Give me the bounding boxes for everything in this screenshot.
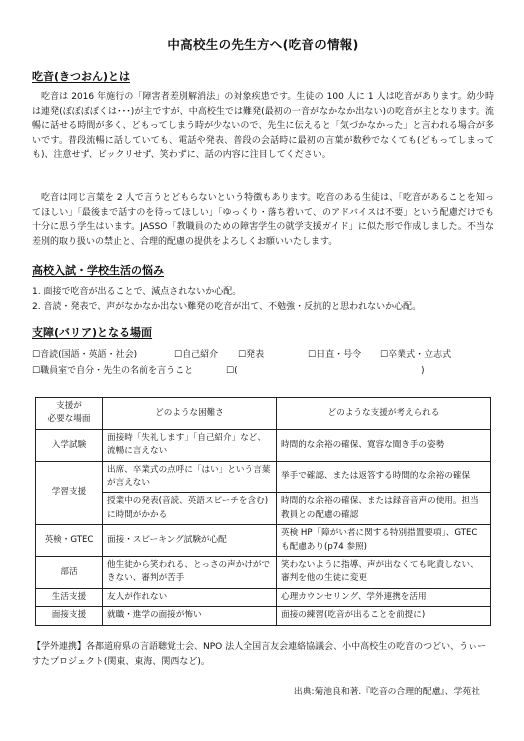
category-cell: 入学試験 [36,429,103,461]
support-cell: 心理カウンセリング、学外連携を活用 [277,588,491,606]
difficulty-cell: 友人が作れない [103,588,277,606]
difficulty-cell: 面接・スピーキング試験が心配 [103,525,277,557]
checkbox-other[interactable]: ☐( [226,366,238,376]
table-row [36,461,491,493]
list-item: 1. 面接で吃音が出ることで、減点されないか心配。 [32,287,242,297]
paragraph-consideration: 吃音は同じ言葉を 2 人で言うとどもらないという特徴もあります。吃音のある生徒は、「吃音があることを知ってほしい」「最後まで話すのを待ってほしい」「ゆっくり・落ち着いて、のアドバイスは不要」という配慮だけでも十分に思う学生はいます。JASSO「教職員のための障害学生の就学支援ガイド」に似た形で作成しました。不当な差別的取り扱いの禁止と、合理的配慮の提供をよろしくお願いいたします。 [32,193,494,247]
list-item: 2. 音読・発表で、声がなかなか出ない難発の吃音が出て、不勉強・反抗的と思われないか心配。 [32,301,422,312]
difficulty-cell: 他生徒から笑われる、とっさの声かけができない、審判が苦手 [103,557,277,589]
section-heading-what-is-stuttering: 吃音(きつおん)とは [32,70,131,83]
support-cell: 時間的な余裕の確保、または録音音声の使用。担当教員との配慮の確認 [277,493,491,525]
page-title: 中高校生の先生方へ(吃音の情報) [167,37,359,52]
category-cell: 面接支援 [36,607,103,625]
table-row [36,493,491,525]
external-collaboration-note [32,640,494,669]
support-cell: 笑わないように指導、声が出なくても叱責しない、審判を他の生徒に変更 [277,557,491,589]
support-cell: 時間的な余裕の確保、寛容な聞き手の姿勢 [277,429,491,461]
difficulty-cell: 就職・進学の面接が怖い [103,607,277,625]
support-table [35,397,491,626]
checkbox-graduation-ceremony[interactable]: ☐卒業式・立志式 [380,350,452,360]
checkbox-day-duty[interactable]: ☐日直・号令 [308,350,362,360]
table-header-row [36,398,491,430]
section-heading-barriers: 支障(バリア)となる場面 [32,326,153,339]
checkbox-self-introduction[interactable]: ☐自己紹介 [174,350,219,360]
difficulty-cell: 出席、卒業式の点呼に「はい」という言葉が言えない [103,461,277,493]
checkbox-other-close: ) [421,366,425,376]
concerns-list [32,285,494,314]
support-cell: 英検 HP「障がい者に関する特別措置要項」、GTEC も配慮あり(p74 参照) [277,525,491,557]
paragraph-intro: 吃音は 2016 年施行の「障害者差別解消法」の対象疾患です。生徒の 100 人に 1 人は吃音があります。幼少時は連発(ぼぼぼぼくは･･･)が主ですが、中高校生では難発(最初の一音がなかなか出ない)の吃音が主となります。流暢に話せる時間が多く、どもってしまう時が少ないので、先生に伝えると「気づかなかった」と言われる場合が多いです。普段流暢に話していても、電話や発表、普段の会話時に最初の言葉が数秒でなくても(どもってしまっても)、注意せず、ビックリせず、笑わずに、話の内容に注目してください。 [32,92,494,161]
table-row [36,557,491,589]
header-support: どのような支援が考えられる [277,398,491,430]
table-row [36,607,491,625]
header-scene: 支援が 必要な場面 [36,398,103,430]
table-row [36,525,491,557]
category-cell: 学習支援 [36,461,103,525]
barrier-checkbox-row-1 [32,348,451,362]
difficulty-cell: 面接時「失礼します」「自己紹介」など、流暢に言えない [103,429,277,461]
table-row [36,429,491,461]
category-cell: 英検・GTEC [36,525,103,557]
support-cell: 挙手で確認、または返答する時間的な余裕の確保 [277,461,491,493]
collaboration-text: 各都道府県の言語聴覚士会、NPO 法人全国言友会連絡協議会、小中高校生の吃音のつどい、うぃーすたプロジェクト(関東、東海、関西など)。 [32,642,487,667]
collaboration-label: 【学外連携】 [32,642,87,652]
checkbox-presentation[interactable]: ☐発表 [238,350,265,360]
barrier-checkbox-row-2 [32,364,425,378]
support-cell: 面接の練習(吃音が出ることを前提に) [277,607,491,625]
table-row [36,588,491,606]
category-cell: 部活 [36,557,103,589]
source-citation: 出典:菊池良和著.『吃音の合理的配慮』、学苑社 [293,687,480,697]
section-heading-concerns: 高校入試・学校生活の悩み [32,264,164,277]
checkbox-staff-room-names[interactable]: ☐職員室で自分・先生の名前を言うこと [32,366,194,376]
difficulty-cell: 授業中の発表(音読、英語スピーチを含む)に時間がかかる [103,493,277,525]
header-difficulty: どのような困難さ [103,398,277,430]
checkbox-reading-aloud[interactable]: ☐音読(国語・英語・社会) [32,350,138,360]
category-cell: 生活支援 [36,588,103,606]
